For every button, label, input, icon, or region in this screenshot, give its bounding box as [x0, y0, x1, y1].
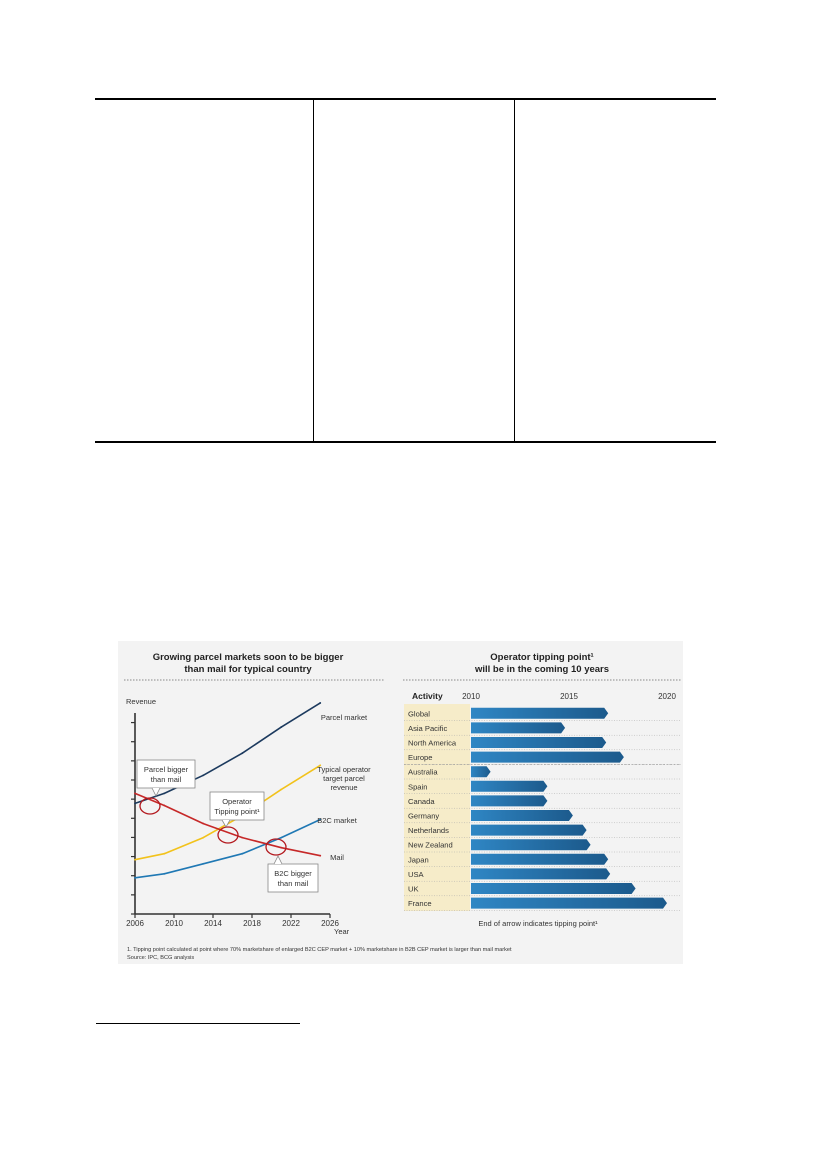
x-tick-label-2026: 2026 [321, 919, 339, 928]
bar-france [471, 898, 667, 909]
series-point-b2c-market [280, 837, 282, 839]
bar-label-netherlands: Netherlands [408, 826, 449, 836]
bar-axis-tick-2015: 2015 [560, 692, 578, 701]
arrow-note: End of arrow indicates tipping point¹ [478, 919, 598, 928]
figure-panel [118, 641, 683, 964]
series-point-typical-operator-target-parcel-revenue [163, 853, 165, 855]
label-parcel-market: Parcel market [320, 713, 368, 722]
series-point-b2c-market [163, 873, 165, 875]
footnote-line1: 1. Tipping point calculated at point where 70% marketshare of enlarged B2C CEP market + 10% marketshare in B2B CEP market is larger than mail market [127, 947, 512, 953]
bar-new-zealand [471, 839, 591, 850]
label-typical-operator-2: target parcel [323, 774, 365, 783]
x-tick-label-2018: 2018 [243, 919, 261, 928]
bar-label-new-zealand: New Zealand [408, 840, 453, 850]
series-point-mail [134, 793, 136, 795]
series-point-parcel-market [134, 803, 136, 805]
series-point-mail [280, 847, 282, 849]
right-chart-axis [462, 692, 676, 701]
bar-australia [471, 766, 491, 777]
callout-operator-tipping [210, 792, 264, 827]
bar-label-france: France [408, 899, 432, 909]
series-point-mail [163, 805, 165, 807]
bar-label-usa: USA [408, 869, 424, 879]
x-tick-label-2022: 2022 [282, 919, 300, 928]
bar-spain [471, 781, 547, 792]
bar-netherlands [471, 825, 587, 836]
bar-label-japan: Japan [408, 855, 429, 865]
bar-north-america [471, 737, 606, 748]
bar-asia-pacific [471, 722, 565, 733]
callout-b2c-bigger-line2: than mail [277, 879, 309, 888]
x-tick-label-2006: 2006 [126, 919, 144, 928]
bar-label-spain: Spain [408, 782, 428, 792]
series-point-b2c-market [241, 853, 243, 855]
callout-parcel-bigger [137, 760, 195, 796]
label-mail: Mail [330, 853, 344, 862]
bar-label-canada: Canada [408, 796, 435, 806]
bar-uk [471, 883, 636, 894]
bar-japan [471, 854, 608, 865]
series-point-b2c-market [134, 877, 136, 879]
bar-label-global: Global [408, 709, 430, 719]
series-point-mail [319, 855, 321, 857]
bar-axis-tick-2010: 2010 [462, 692, 480, 701]
series-point-typical-operator-target-parcel-revenue [134, 859, 136, 861]
bar-label-germany: Germany [408, 811, 440, 821]
bar-label-uk: UK [408, 884, 419, 894]
left-chart-title-line2: than mail for typical country [184, 664, 312, 675]
series-point-typical-operator-target-parcel-revenue [280, 788, 282, 790]
bar-germany [471, 810, 573, 821]
right-chart-title-line2: will be in the coming 10 years [474, 664, 610, 675]
callout-parcel-bigger-line2: than mail [150, 775, 182, 784]
series-point-mail [202, 823, 204, 825]
bar-europe [471, 752, 624, 763]
bar-label-europe: Europe [408, 753, 433, 763]
label-typical-operator-1: Typical operator [317, 765, 371, 774]
bar-canada [471, 795, 547, 806]
series-point-mail [241, 837, 243, 839]
callout-operator-tipping-line1: Operator [222, 797, 252, 806]
series-point-parcel-market [241, 752, 243, 754]
bar-usa [471, 868, 610, 879]
x-tick-label-2014: 2014 [204, 919, 222, 928]
activity-header: Activity [412, 691, 443, 701]
table-column-divider [313, 100, 314, 441]
bar-label-asia-pacific: Asia Pacific [408, 723, 448, 733]
table-column-divider [514, 100, 515, 441]
callout-operator-tipping-line2: Tipping point¹ [214, 807, 260, 816]
right-chart-title-line1: Operator tipping point¹ [490, 652, 594, 663]
figure-svg [118, 641, 683, 964]
x-tick-label-2010: 2010 [165, 919, 183, 928]
empty-table [95, 98, 716, 443]
series-point-b2c-market [202, 863, 204, 865]
series-point-parcel-market [280, 726, 282, 728]
footnote-rule [96, 1023, 300, 1024]
callout-b2c-bigger-line1: B2C bigger [274, 869, 312, 878]
bar-label-australia: Australia [408, 767, 438, 777]
left-chart-xlabel: Year [334, 927, 350, 936]
callout-b2c-bigger [268, 856, 318, 892]
left-chart-series [134, 702, 321, 879]
bar-global [471, 708, 608, 719]
callout-parcel-bigger-line1: Parcel bigger [143, 765, 189, 774]
bar-axis-tick-2020: 2020 [658, 692, 676, 701]
left-chart-title-line1: Growing parcel markets soon to be bigger [152, 652, 344, 663]
label-b2c-market: B2C market [317, 816, 357, 825]
bar-label-north-america: North America [408, 738, 457, 748]
label-typical-operator-3: revenue [330, 783, 358, 792]
footnote-line2: Source: IPC, BCG analysis [127, 955, 195, 961]
series-point-parcel-market [163, 793, 165, 795]
series-point-parcel-market [319, 702, 321, 704]
left-chart-ylabel: Revenue [126, 697, 157, 706]
series-point-parcel-market [202, 774, 204, 776]
series-point-typical-operator-target-parcel-revenue [202, 837, 204, 839]
